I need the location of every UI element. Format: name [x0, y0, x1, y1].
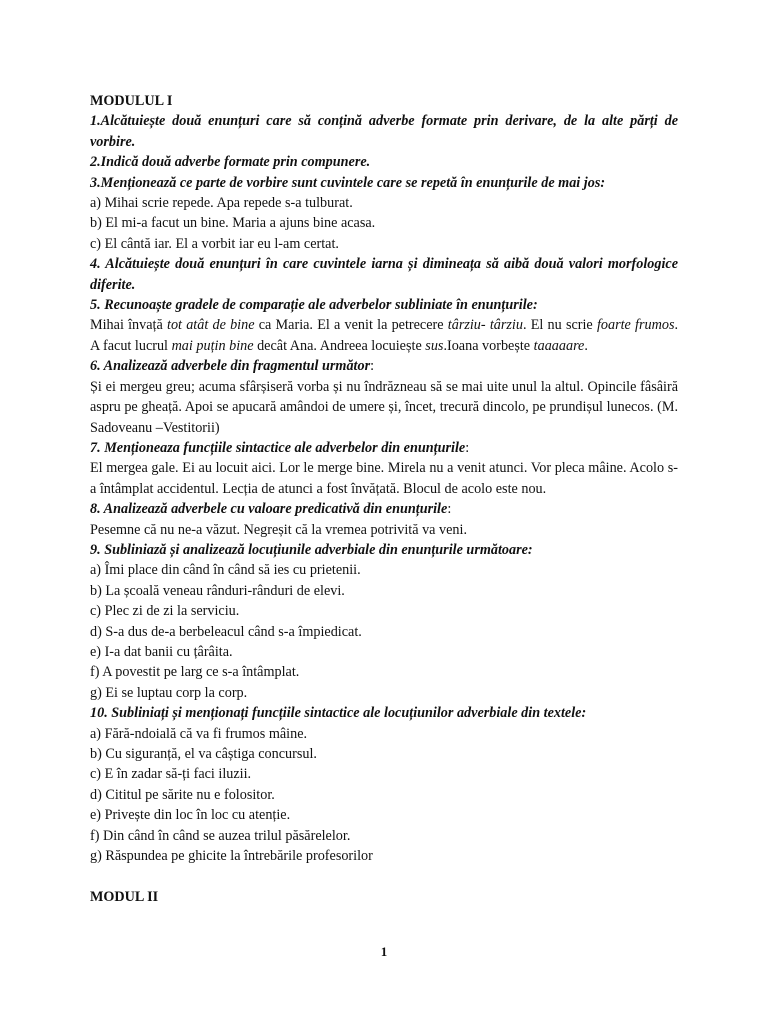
question-10-item: d) Cititul pe sărite nu e folositor. [90, 786, 275, 803]
page-number: 1 [380, 944, 388, 959]
question-8-title-text: 8. Analizează adverbele cu valoare predicativă din enunțurile [90, 501, 448, 518]
question-6-title [90, 356, 678, 376]
question-9-item: c) Plec zi de zi la serviciu. [90, 603, 240, 620]
question-3-item: a) Mihai scrie repede. Apa repede s-a tulburat. [90, 195, 353, 212]
underlined-adverb: foarte frumos [596, 317, 675, 334]
question-3-item: b) El mi-a facut un bine. Maria a ajuns bine acasa. [90, 215, 376, 232]
question-7-title [90, 438, 678, 458]
underlined-adverb: tot atât de bine [167, 317, 255, 334]
question-9-title: 9. Subliniază și analizează locuțiunile adverbiale din enunțurile următoare: [90, 541, 533, 558]
document-body [90, 91, 678, 907]
underlined-adverb: târziu- târziu [447, 317, 523, 334]
question-7-text: El mergea gale. Ei au locuit aici. Lor le merge bine. Mirela nu a venit atunci. Vor pleca mâine. Acolo s-a întâmplat accidentul. Lecția de atunci a fost învățată. Blocul de acolo este nou. [90, 460, 678, 497]
question-5-text-part: . [584, 337, 588, 354]
question-2: 2.Indică două adverbe formate prin compunere. [90, 154, 371, 171]
question-9-item: a) Îmi place din când în când să ies cu prietenii. [90, 562, 361, 579]
question-4: 4. Alcătuiește două enunțuri în care cuvintele iarna și dimineața să aibă două valori morfologice diferite. [90, 256, 678, 293]
question-9-item: g) Ei se luptau corp la corp. [90, 684, 248, 701]
question-8-colon: : [447, 501, 452, 518]
question-10-title: 10. Subliniați și menționați funcțiile sintactice ale locuțiunilor adverbiale din textele: [90, 705, 587, 722]
question-9-item: d) S-a dus de-a berbeleacul când s-a împiedicat. [90, 623, 362, 640]
question-5-text-part: decât Ana. Andreea locuiește [253, 337, 426, 354]
question-5-title: 5. Recunoaște gradele de comparație ale adverbelor subliniate în enunțurile: [90, 297, 538, 314]
question-5-text [90, 315, 678, 356]
module-2-title: MODUL II [90, 888, 159, 905]
question-10-item: a) Fără-ndoială că va fi frumos mâine. [90, 725, 308, 742]
underlined-adverb: mai puțin bine [171, 337, 254, 354]
question-9-item: e) I-a dat banii cu țârâita. [90, 643, 233, 660]
question-5-text-part: .Ioana vorbește [443, 337, 534, 354]
question-10-item: g) Răspundea pe ghicite la întrebările profesorilor [90, 848, 373, 865]
question-3-item: c) El cântă iar. El a vorbit iar eu l-am certat. [90, 235, 339, 252]
question-7-title-text: 7. Menționeaza funcțiile sintactice ale adverbelor din enunțurile [90, 439, 466, 456]
question-5-text-part: Mihai învață [90, 317, 167, 334]
question-6-colon: : [370, 358, 375, 375]
question-10-item: e) Privește din loc în loc cu atenție. [90, 807, 291, 824]
question-10-item: f) Din când în când se auzea trilul păsărelelor. [90, 827, 351, 844]
question-5-text-part: ca Maria. El a venit la petrecere [254, 317, 448, 334]
question-9-item: b) La școală veneau rânduri-rânduri de elevi. [90, 582, 345, 599]
question-3-title: 3.Menționează ce parte de vorbire sunt cuvintele care se repetă în enunțurile de mai jos: [90, 174, 606, 191]
question-6-text: Și ei mergeu greu; acuma sfârșiseră vorba și nu îndrăzneau să se mai uite unul la altul. Opincile fâsâiră aspru pe gheață. Apoi se apucară amândoi de umere și, încet, trecură dincolo, pe prundișul lunecos. (M. Sadoveanu –Vestitorii) [90, 378, 678, 436]
question-10-item: b) Cu siguranță, el va câștiga concursul. [90, 746, 317, 762]
underlined-adverb: taaaaare [533, 337, 585, 354]
question-1: 1.Alcătuiește două enunțuri care să conțină adverbe formate prin derivare, de la alte părți de vorbire. [90, 113, 678, 150]
question-8-text: Pesemne că nu ne-a văzut. Negreșit că la vremea potrivită va veni. [90, 521, 467, 538]
module-1-title: MODULUL I [90, 93, 173, 109]
question-5-text-part: . A facut lucrul [90, 317, 679, 354]
question-7-colon: : [465, 439, 470, 456]
question-8-title [90, 499, 678, 519]
underlined-adverb: sus [425, 337, 444, 354]
question-10-item: c) E în zadar să-ți faci iluzii. [90, 766, 252, 783]
section-spacer [90, 866, 678, 886]
question-5-text-part: . El nu scrie [522, 317, 597, 334]
question-6-title-text: 6. Analizează adverbele din fragmentul următor [90, 358, 371, 375]
question-9-item: f) A povestit pe larg ce s-a întâmplat. [90, 664, 300, 681]
